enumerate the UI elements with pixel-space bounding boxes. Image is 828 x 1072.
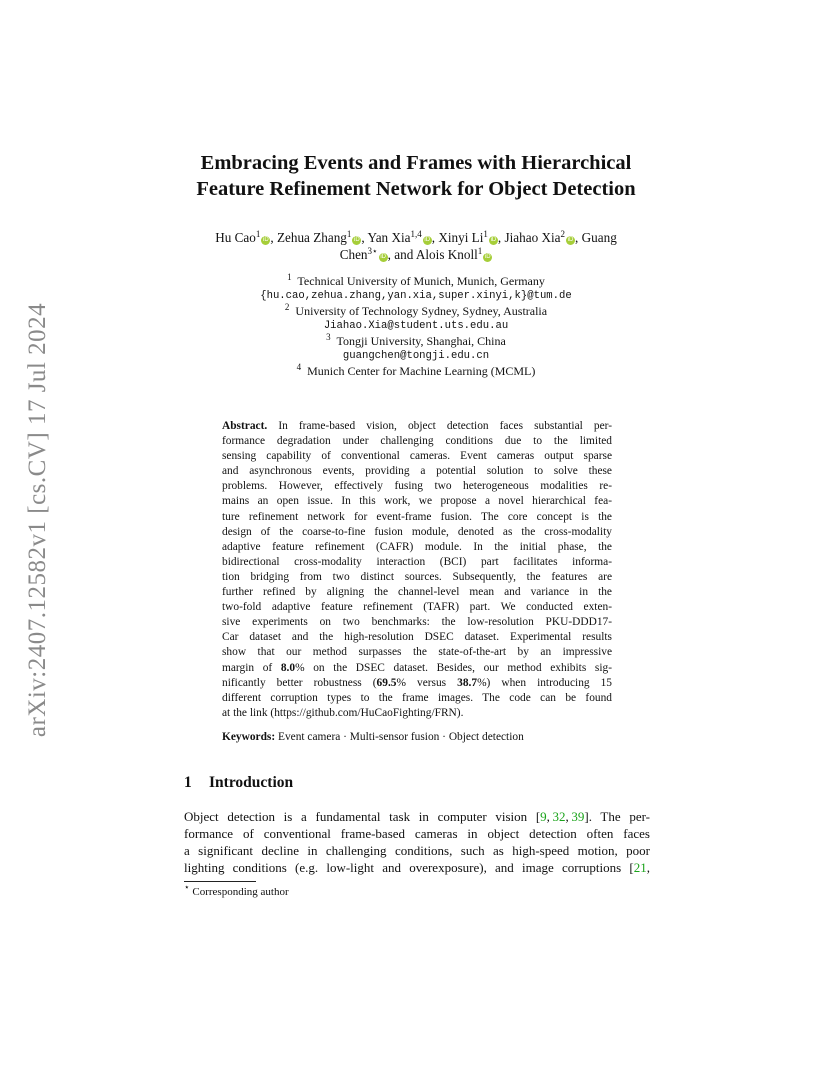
abstract-text: % on the DSEC dataset. Besides, our method exhibits sig-	[295, 661, 612, 674]
footnote-rule	[184, 881, 256, 882]
arxiv-side-stamp	[18, 290, 58, 750]
orcid-icon[interactable]: iD	[567, 237, 574, 243]
author-affil-sup: 1	[346, 229, 352, 239]
author-line-2: Chen$^{3⋆}$iD , and Alois Knoll$^1$iD	[339, 246, 491, 262]
abstract-line: two-fold adaptive feature refinement (TAFR) part. We conducted exten-	[222, 601, 612, 614]
affiliation-2	[180, 304, 652, 319]
intro-text: ]. The per-	[584, 809, 650, 824]
orcid-icon[interactable]: iD	[490, 237, 497, 243]
section-number: 1	[184, 774, 192, 791]
abstract-text: margin of	[222, 661, 281, 674]
abstract-line: mains an open issue. In this work, we propose a novel hierarchical fea-	[222, 495, 612, 508]
orcid-icon[interactable]: iD	[263, 237, 269, 243]
abstract-line: formance degradation under challenging conditions due to the limited	[222, 435, 612, 448]
author-affil-sup: 1,4	[410, 229, 422, 239]
abstract-line: show that our method surpasses the state-of-the-art by an impressive	[222, 646, 612, 659]
author-name: Guang	[581, 230, 617, 245]
affiliation-3	[180, 334, 652, 349]
abstract-line: Car dataset and the high-resolution DSEC dataset. Experimental results	[222, 631, 612, 644]
author-list	[180, 229, 652, 263]
intro-text: Object detection is a fundamental task in computer vision [	[184, 809, 541, 824]
abstract-line: further refined by aligning the channel-level mean and variance in the	[222, 586, 612, 599]
abstract-text: nificantly better robustness (	[222, 676, 377, 689]
affil-name: Tongji University, Shanghai, China	[336, 334, 506, 348]
affil-sup: 4	[296, 362, 302, 372]
author-affil-sup: 2	[560, 229, 566, 239]
abstract-bold-value: 8.0	[280, 661, 296, 674]
intro-line	[184, 860, 650, 877]
abstract-text: % versus	[396, 676, 458, 689]
title-line-2: Feature Refinement Network for Object Detection	[196, 178, 636, 200]
arxiv-identifier: arXiv:2407.12582v1 [cs.CV] 17 Jul 2024	[24, 302, 51, 738]
footnote-text: Corresponding author	[192, 886, 289, 898]
abstract-line	[222, 661, 612, 676]
affiliations	[180, 274, 652, 379]
keywords-label: Keywords:	[222, 731, 276, 743]
author-affil-sup: 3⋆	[367, 246, 378, 256]
orcid-icon[interactable]: iD	[484, 254, 491, 260]
abstract-line: adaptive feature refinement (CAFR) module. In the initial phase, the	[222, 540, 612, 553]
intro-line: formance of conventional frame-based cameras in object detection often faces	[184, 825, 650, 841]
intro-line: a significant decline in challenging conditions, such as high-speed motion, poor	[184, 842, 650, 858]
keywords	[222, 731, 524, 743]
abstract-line: design of the coarse-to-fine fusion module, denoted as the cross-modality	[222, 525, 612, 538]
abstract-line	[222, 676, 612, 691]
abstract-line	[222, 419, 612, 434]
author-affil-sup: 1	[255, 229, 261, 239]
abstract-line: bidirectional cross-modality interaction (BCI) part facilitates informa-	[222, 555, 612, 568]
author-name: and Alois Knoll	[394, 247, 478, 262]
citation-link[interactable]: 9	[540, 809, 547, 824]
abstract-text: In frame-based vision, object detection faces substantial per-	[278, 420, 612, 432]
orcid-icon[interactable]: iD	[424, 237, 431, 243]
abstract-line: sive experiments on two benchmarks: the low-resolution PKU-DDD17-	[222, 616, 612, 629]
footnote	[184, 882, 289, 898]
abstract-line: problems. However, effectively fusing two heterogeneous modalities re-	[222, 480, 612, 493]
author-name: Yan Xia	[367, 230, 411, 245]
abstract-line: ture refinement network for event-frame fusion. The core concept is the	[222, 510, 612, 523]
affiliation-4	[180, 364, 652, 379]
abstract-text: %) when introducing 15	[477, 676, 612, 689]
affiliation-3-email[interactable]: guangchen@tongji.edu.cn	[342, 350, 490, 362]
orcid-icon[interactable]: iD	[380, 254, 386, 260]
intro-text: ,	[646, 859, 650, 875]
affiliation-1	[180, 274, 652, 289]
abstract-line: tion bridging from two distinct sources. Subsequently, the features are	[222, 570, 612, 583]
affil-name: Munich Center for Machine Learning (MCML)	[307, 364, 536, 378]
author-line-1: Hu Cao$^1$iD , Zehua Zhang$^1$iD , Yan Xia$^{1,4}$iD , Xinyi Li$^1$iD , Jiahao Xia$^2$iD , Guang	[215, 229, 617, 245]
intro-paragraph	[184, 809, 650, 877]
author-name: Hu Cao	[215, 230, 256, 245]
affil-sup: 3	[326, 332, 331, 342]
abstract-line: sensing capability of conventional cameras. Event cameras output sparse	[222, 450, 612, 463]
author-name: Zehua Zhang	[276, 230, 347, 245]
paper-title	[150, 150, 682, 202]
author-affil-sup: 1	[477, 246, 483, 256]
affil-name: Technical University of Munich, Munich, Germany	[297, 274, 545, 288]
citation-link[interactable]: 21	[633, 859, 647, 875]
author-affil-sup: 1	[483, 229, 488, 239]
affil-sup: 1	[287, 272, 292, 282]
author-name: Xinyi Li	[438, 230, 484, 245]
intro-text: lighting conditions (e.g. low-light and overexposure), and image corruptions [	[184, 859, 634, 875]
abstract-line: different corruption types to the frame images. The code can be found	[222, 691, 612, 704]
section-title: Introduction	[209, 774, 294, 791]
abstract-line: and asynchronous events, providing a potential solution to solve these	[222, 465, 612, 478]
affiliation-1-email[interactable]: {hu.cao,zehua.zhang,yan.xia,super.xinyi,k}@tum.de	[260, 290, 572, 302]
section-heading	[184, 774, 293, 792]
orcid-icon[interactable]: iD	[354, 237, 360, 243]
abstract-label: Abstract.	[222, 420, 268, 432]
citation-link[interactable]: 32	[552, 809, 566, 824]
abstract	[222, 419, 612, 721]
abstract-line[interactable]: at the link (https://github.com/HuCaoFighting/FRN).	[222, 706, 464, 719]
citation-link[interactable]: 39	[571, 809, 585, 824]
title-line-1: Embracing Events and Frames with Hierarchical	[200, 152, 632, 174]
affil-sup: 2	[284, 302, 290, 312]
footnote-mark: ⋆	[184, 882, 190, 892]
abstract-bold-value: 69.5	[376, 676, 397, 689]
affil-name: University of Technology Sydney, Sydney, Australia	[295, 304, 548, 318]
abstract-bold-value: 38.7	[457, 676, 478, 689]
author-name: Chen	[339, 247, 368, 262]
affiliation-2-email[interactable]: Jiahao.Xia@student.uts.edu.au	[323, 320, 509, 332]
author-name: Jiahao Xia	[504, 230, 561, 245]
keywords-text: Event camera · Multi-sensor fusion · Object detection	[278, 731, 524, 743]
intro-line: Object detection is a fundamental task in computer vision [9, 32, 39]. The per-	[184, 809, 650, 824]
